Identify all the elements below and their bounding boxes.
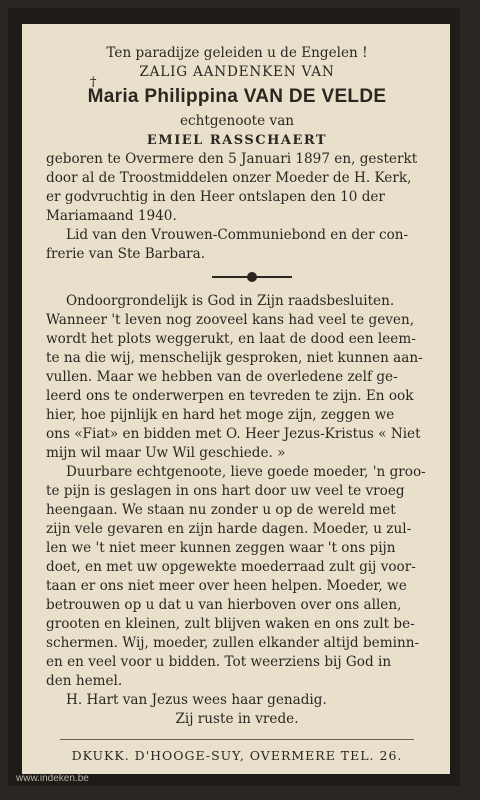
membership-line: Lid van den Vrouwen-Communiebond en der con-	[66, 227, 409, 243]
spouse-intro: echtgenoote van	[179, 113, 295, 129]
text-line: grooten en kleinen, zult blijven waken en ons zult be-	[46, 616, 415, 632]
membership-block	[46, 226, 428, 264]
deceased-name: Maria Philippina VAN DE VELDE	[87, 86, 387, 107]
text-line: hier, hoe pijnlijk en hard het moge zijn, zeggen we	[46, 407, 395, 423]
ornament-divider	[46, 268, 428, 286]
text-line: len we 't niet meer kunnen zeggen waar 't ons pijn	[46, 540, 396, 556]
rest-line: Zij ruste in vrede.	[175, 711, 299, 727]
memorial-card	[8, 8, 460, 786]
text-line: mijn wil maar Uw Wil geschiede. »	[46, 445, 286, 461]
text-line: den hemel.	[46, 673, 123, 689]
bio-line: door al de Troostmiddelen onzer Moeder de H. Kerk,	[46, 170, 412, 186]
text-line: vullen. Maar we hebben van de overledene zelf ge-	[46, 369, 398, 385]
text-line: leerd ons te onderwerpen en tevreden te zijn. En ook	[46, 388, 414, 404]
printer-credit: DKUKK. D'HOOGE-SUY, OVERMERE TEL. 26.	[71, 748, 403, 763]
divider-dot-icon	[247, 272, 257, 282]
bio-line: geboren te Overmere den 5 Januari 1897 en, gesterkt	[46, 151, 418, 167]
membership-line: frerie van Ste Barbara.	[46, 246, 206, 262]
text-line: te pijn is geslagen in ons hart door uw veel te vroeg	[46, 483, 405, 499]
footer-rule	[60, 739, 414, 740]
opening-line: Ten paradijze geleiden u de Engelen !	[106, 45, 368, 61]
cross-icon: †	[90, 75, 97, 90]
text-line: wordt het plots weggerukt, en laat de dood een leem-	[46, 331, 416, 347]
heading: ZALIG AANDENKEN VAN	[139, 64, 335, 80]
prayer-line: H. Hart van Jezus wees haar genadig.	[66, 692, 327, 708]
bio-line: Mariamaand 1940.	[46, 208, 177, 224]
text-line: heengaan. We staan nu zonder u op de wereld met	[46, 502, 396, 518]
spouse-name: EMIEL RASSCHAERT	[146, 133, 328, 148]
text-line: taan er ons niet meer over heen helpen. Moeder, we	[46, 578, 407, 594]
text-line: zijn vele gevaren en zijn harde dagen. Moeder, u zul-	[46, 521, 412, 537]
bio-line: er godvruchtig in den Heer ontslapen den 10 der	[46, 189, 385, 205]
text-line: ons «Fiat» en bidden met O. Heer Jezus-Kristus « Niet	[46, 426, 421, 442]
card-paper	[22, 24, 450, 774]
text-line: te na die wij, menschelijk gesproken, niet kunnen aan-	[46, 350, 423, 366]
text-line: en en veel voor u bidden. Tot weerziens bij God in	[46, 654, 392, 670]
text-line: schermen. Wij, moeder, zullen elkander altijd beminn-	[46, 635, 420, 651]
text-line: Duurbare echtgenoote, lieve goede moeder, 'n groo-	[66, 464, 426, 480]
site-watermark: www.indeken.be	[16, 773, 89, 784]
text-line: Wanneer 't leven nog zooveel kans had veel te geven,	[46, 312, 415, 328]
bio-block	[46, 150, 428, 226]
text-line: betrouwen op u dat u van hierboven over ons allen,	[46, 597, 402, 613]
paragraph-2	[46, 463, 428, 691]
text-line: doet, en met uw opgewekte moederraad zult gij voor-	[46, 559, 416, 575]
paragraph-1	[46, 292, 428, 463]
text-line: Ondoorgrondelijk is God in Zijn raadsbesluiten.	[66, 293, 395, 309]
